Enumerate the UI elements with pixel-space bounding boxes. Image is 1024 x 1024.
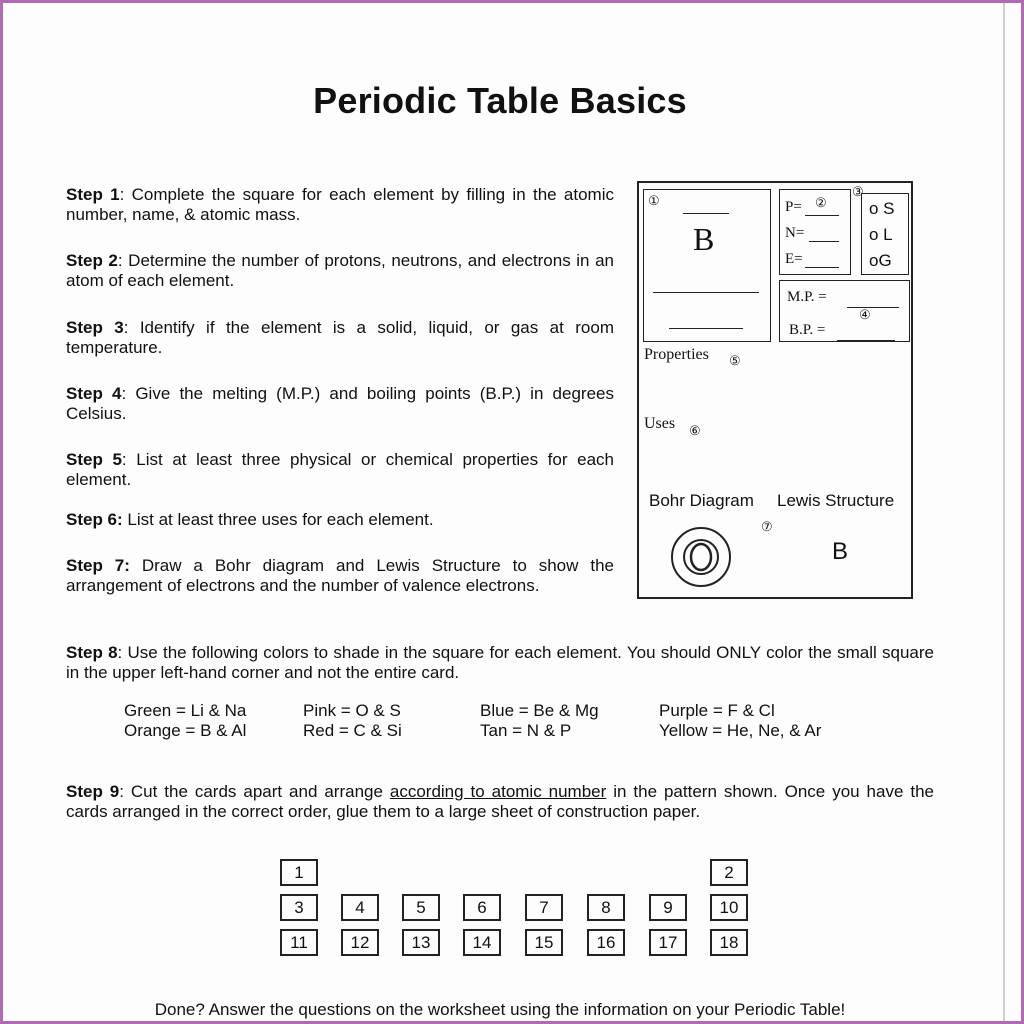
number-box: 4 — [341, 894, 379, 921]
number-box: 12 — [341, 929, 379, 956]
number-box: 11 — [280, 929, 318, 956]
marker-3: ③ — [852, 184, 864, 199]
number-box: 7 — [525, 894, 563, 921]
page-title: Periodic Table Basics — [313, 80, 687, 121]
number-box: 2 — [710, 859, 748, 886]
melting-point-line — [847, 307, 899, 308]
color-key-col-3: Blue = Be & Mg Tan = N & P — [480, 701, 599, 740]
state-gas: oG — [869, 251, 892, 270]
step-5: Step 5: List at least three physical or chemical properties for each element. — [66, 450, 614, 489]
number-box: 14 — [463, 929, 501, 956]
state-liquid: o L — [869, 225, 893, 244]
footer-instruction: Done? Answer the questions on the worksheet using the information on your Periodic Table! — [154, 1000, 846, 1019]
uses-label: Uses — [644, 415, 676, 432]
number-box: 5 — [402, 894, 440, 921]
number-box: 10 — [710, 894, 748, 921]
marker-2: ② — [815, 195, 827, 210]
protons-line — [805, 215, 839, 216]
element-square — [643, 189, 771, 342]
lewis-structure-label: Lewis Structure — [777, 491, 895, 510]
bohr-diagram-label: Bohr Diagram — [649, 491, 754, 510]
number-box: 17 — [649, 929, 687, 956]
color-key-col-4: Purple = F & Cl Yellow = He, Ne, & Ar — [659, 701, 822, 740]
boiling-point-label: B.P. = — [789, 322, 826, 338]
melting-point-label: M.P. = — [787, 289, 827, 305]
step-7: Step 7: Draw a Bohr diagram and Lewis Structure to show the arrangement of electrons and the number of valence electrons. — [66, 556, 614, 595]
element-symbol: B — [693, 221, 715, 257]
electrons-line — [805, 267, 839, 268]
step-4: Step 4: Give the melting (M.P.) and boiling points (B.P.) in degrees Celsius. — [66, 384, 614, 423]
protons-label: P= — [785, 199, 802, 215]
marker-4: ④ — [859, 307, 871, 322]
marker-6: ⑥ — [689, 423, 701, 438]
neutrons-label: N= — [785, 225, 805, 241]
step-3: Step 3: Identify if the element is a solid, liquid, or gas at room temperature. — [66, 318, 614, 357]
step-6: Step 6: List at least three uses for each element. — [66, 510, 434, 529]
atomic-number-line — [683, 213, 729, 214]
number-box: 18 — [710, 929, 748, 956]
step-2: Step 2: Determine the number of protons, neutrons, and electrons in an atom of each element. — [66, 251, 614, 290]
mass-line — [669, 328, 743, 329]
number-box: 8 — [587, 894, 625, 921]
marker-7: ⑦ — [761, 519, 773, 534]
electrons-label: E= — [785, 251, 803, 267]
bohr-diagram-rings — [669, 525, 733, 589]
state-solid: o S — [869, 199, 895, 218]
element-card-diagram — [637, 181, 913, 599]
boiling-point-line — [837, 340, 895, 341]
marker-5: ⑤ — [729, 353, 741, 368]
number-box: 15 — [525, 929, 563, 956]
step-1: Step 1: Complete the square for each element by filling in the atomic number, name, & atomic mass. — [66, 185, 614, 224]
step-8: Step 8: Use the following colors to shade in the square for each element. You should ONLY color the small square in the upper left-hand corner and not the entire card. — [66, 643, 934, 682]
page-edge-line — [1003, 0, 1005, 1024]
color-key-col-1: Green = Li & Na Orange = B & Al — [124, 701, 247, 740]
step-9: Step 9: Cut the cards apart and arrange according to atomic number in the pattern shown. Once you have the cards arranged in the correct order, glue them to a large sheet of construction paper. — [66, 782, 934, 821]
number-box: 3 — [280, 894, 318, 921]
color-key-col-2: Pink = O & S Red = C & Si — [303, 701, 402, 740]
number-box: 16 — [587, 929, 625, 956]
number-box: 1 — [280, 859, 318, 886]
neutrons-line — [809, 241, 839, 242]
number-box: 9 — [649, 894, 687, 921]
marker-1: ① — [648, 193, 660, 208]
lewis-symbol: B — [832, 538, 849, 565]
name-line — [653, 292, 759, 293]
number-box: 13 — [402, 929, 440, 956]
number-box: 6 — [463, 894, 501, 921]
properties-label: Properties — [644, 346, 709, 363]
